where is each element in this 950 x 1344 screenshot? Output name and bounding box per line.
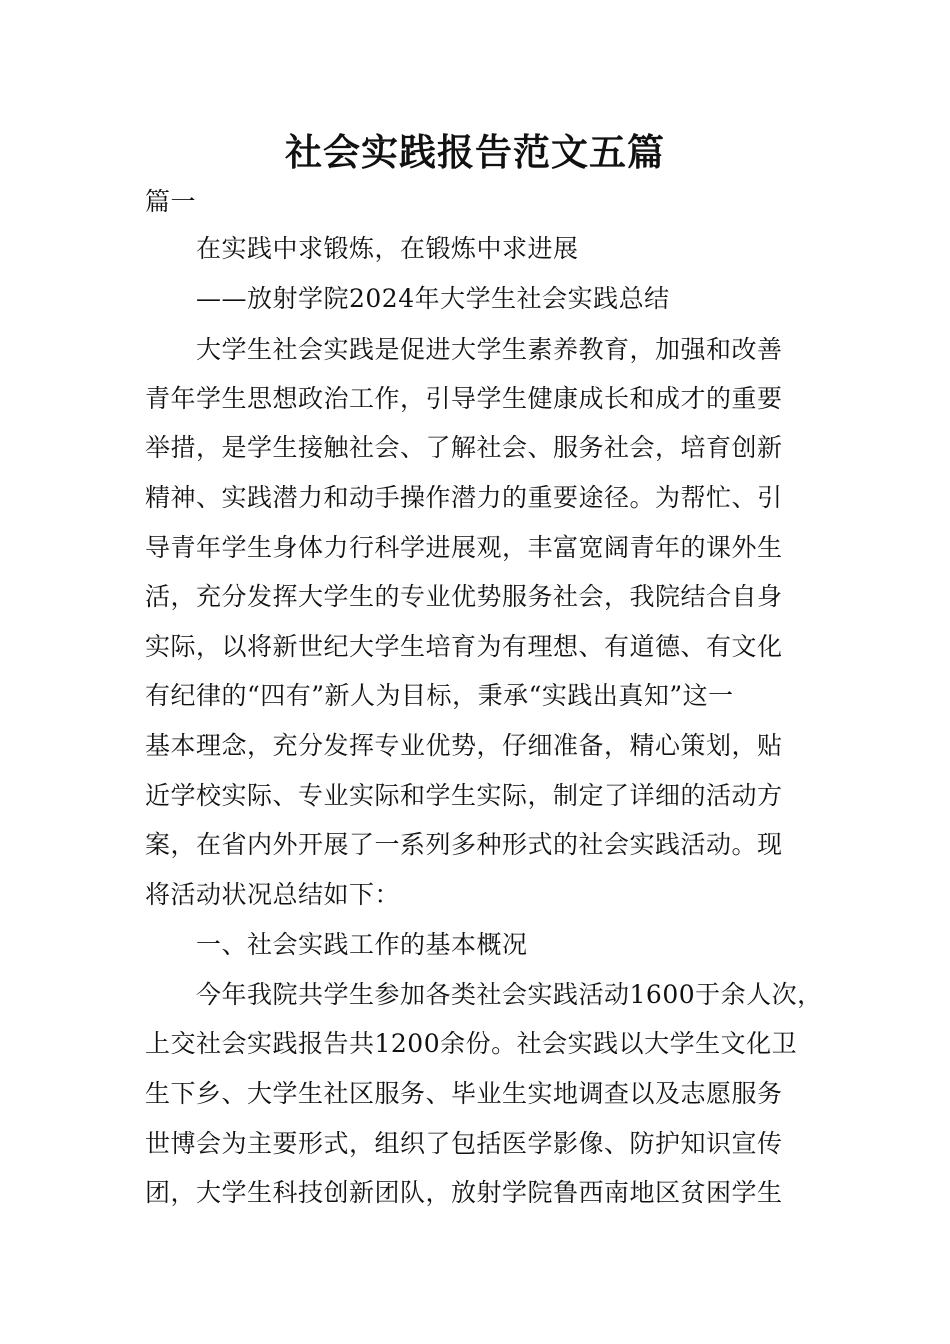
paragraph-line: 生下乡、大学生社区服务、毕业生实地调查以及志愿服务 [145,1079,783,1108]
paragraph-line: 上交社会实践报告共1200余份。社会实践以大学生文化卫 [145,1029,798,1058]
subtitle: 在实践中求锻炼，在锻炼中求进展 [196,234,579,263]
paragraph-line: 将活动状况总结如下： [145,880,401,909]
paragraph-line: 案，在省内外开展了一系列多种形式的社会实践活动。现 [145,830,783,859]
paragraph-line: 导青年学生身体力行科学进展观，丰富宽阔青年的课外生 [145,533,783,562]
paragraph-line: 有纪律的“四有”新人为目标，秉承“实践出真知”这一 [145,681,734,710]
paragraph-line: 精神、实践潜力和动手操作潜力的重要途径。为帮忙、引 [145,483,783,512]
paragraph-line: 基本理念，充分发挥专业优势，仔细准备，精心策划，贴 [145,731,783,760]
paragraph-line: 近学校实际、专业实际和学生实际，制定了详细的活动方 [145,781,783,810]
paragraph-line: 青年学生思想政治工作，引导学生健康成长和成才的重要 [145,384,783,413]
section-heading: 一、社会实践工作的基本概况 [196,930,528,959]
paragraph-line: 活，充分发挥大学生的专业优势服务社会，我院结合自身 [145,582,783,611]
section-label: 篇一 [145,187,197,216]
paragraph-line: 今年我院共学生参加各类社会实践活动1600于余人次， [196,980,823,1009]
paragraph-line: 大学生社会实践是促进大学生素养教育，加强和改善 [196,335,783,364]
paragraph-line: 团，大学生科技创新团队，放射学院鲁西南地区贫困学生 [145,1178,783,1207]
document-title: 社会实践报告范文五篇 [285,130,665,174]
paragraph-line: 世博会为主要形式，组织了包括医学影像、防护知识宣传 [145,1129,783,1158]
paragraph-line: 举措，是学生接触社会、了解社会、服务社会，培育创新 [145,433,783,462]
paragraph-line: 实际，以将新世纪大学生培育为有理想、有道德、有文化 [145,632,783,661]
byline: ——放射学院2024年大学生社会实践总结 [196,284,670,313]
